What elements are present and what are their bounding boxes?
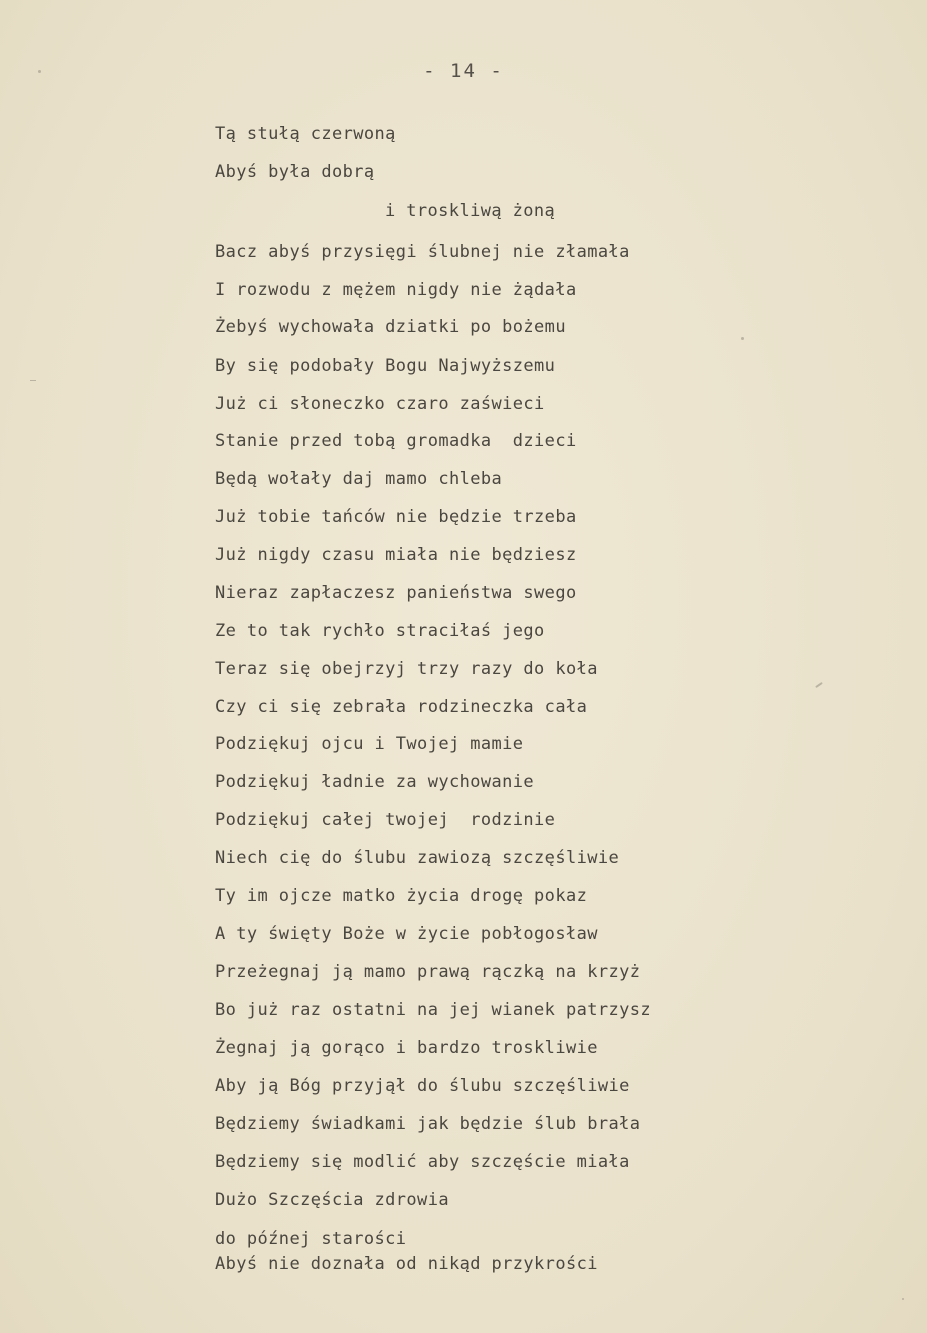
poem-line: Podziękuj ojcu i Twojej mamie xyxy=(215,734,524,754)
poem-line: Będziemy się modlić aby szczęście miała xyxy=(215,1152,630,1172)
poem-line: do późnej starości xyxy=(215,1229,407,1249)
poem-line: Ty im ojcze matko życia drogę pokaz xyxy=(215,886,588,906)
poem-line: Już tobie tańców nie będzie trzeba xyxy=(215,507,577,527)
paper-speck xyxy=(902,1298,904,1300)
poem-line: Niech cię do ślubu zawiozą szczęśliwie xyxy=(215,848,620,868)
poem-line: Już nigdy czasu miała nie będziesz xyxy=(215,545,577,565)
poem-line: A ty święty Boże w życie pobłogosław xyxy=(215,924,598,944)
poem-line: Żebyś wychowała dziatki po bożemu xyxy=(215,317,566,337)
poem-line: Już ci słoneczko czaro zaświeci xyxy=(215,394,545,414)
poem-line: i troskliwą żoną xyxy=(385,201,556,221)
poem-line: Abyś była dobrą xyxy=(215,162,375,182)
poem-line: Ze to tak rychło straciłaś jego xyxy=(215,621,545,641)
poem-line: Dużo Szczęścia zdrowia xyxy=(215,1190,449,1210)
poem-line: Bo już raz ostatni na jej wianek patrzysz xyxy=(215,1000,652,1020)
poem-line: Czy ci się zebrała rodzineczka cała xyxy=(215,697,588,717)
poem-line: Abyś nie doznała od nikąd przykrości xyxy=(215,1254,598,1274)
poem-line: Będziemy świadkami jak będzie ślub brała xyxy=(215,1114,641,1134)
poem-line: I rozwodu z mężem nigdy nie żądała xyxy=(215,280,577,300)
poem-line: Teraz się obejrzyj trzy razy do koła xyxy=(215,659,598,679)
paper-speck xyxy=(741,337,744,340)
poem-line: Tą stułą czerwoną xyxy=(215,124,396,144)
poem-line: Stanie przed tobą gromadka dzieci xyxy=(215,431,577,451)
poem-line: Podziękuj całej twojej rodzinie xyxy=(215,810,556,830)
poem-line: Bacz abyś przysięgi ślubnej nie złamała xyxy=(215,242,630,262)
poem-line: Żegnaj ją gorąco i bardzo troskliwie xyxy=(215,1038,598,1058)
poem-line: Aby ją Bóg przyjął do ślubu szczęśliwie xyxy=(215,1076,630,1096)
poem-line: By się podobały Bogu Najwyższemu xyxy=(215,356,556,376)
poem-line: Nieraz zapłaczesz panieństwa swego xyxy=(215,583,577,603)
poem-line: Będą wołały daj mamo chleba xyxy=(215,469,503,489)
page-number: - 14 - xyxy=(423,60,504,82)
poem-line: Podziękuj ładnie za wychowanie xyxy=(215,772,535,792)
paper-speck xyxy=(30,380,36,381)
poem-line: Przeżegnaj ją mamo prawą rączką na krzyż xyxy=(215,962,641,982)
